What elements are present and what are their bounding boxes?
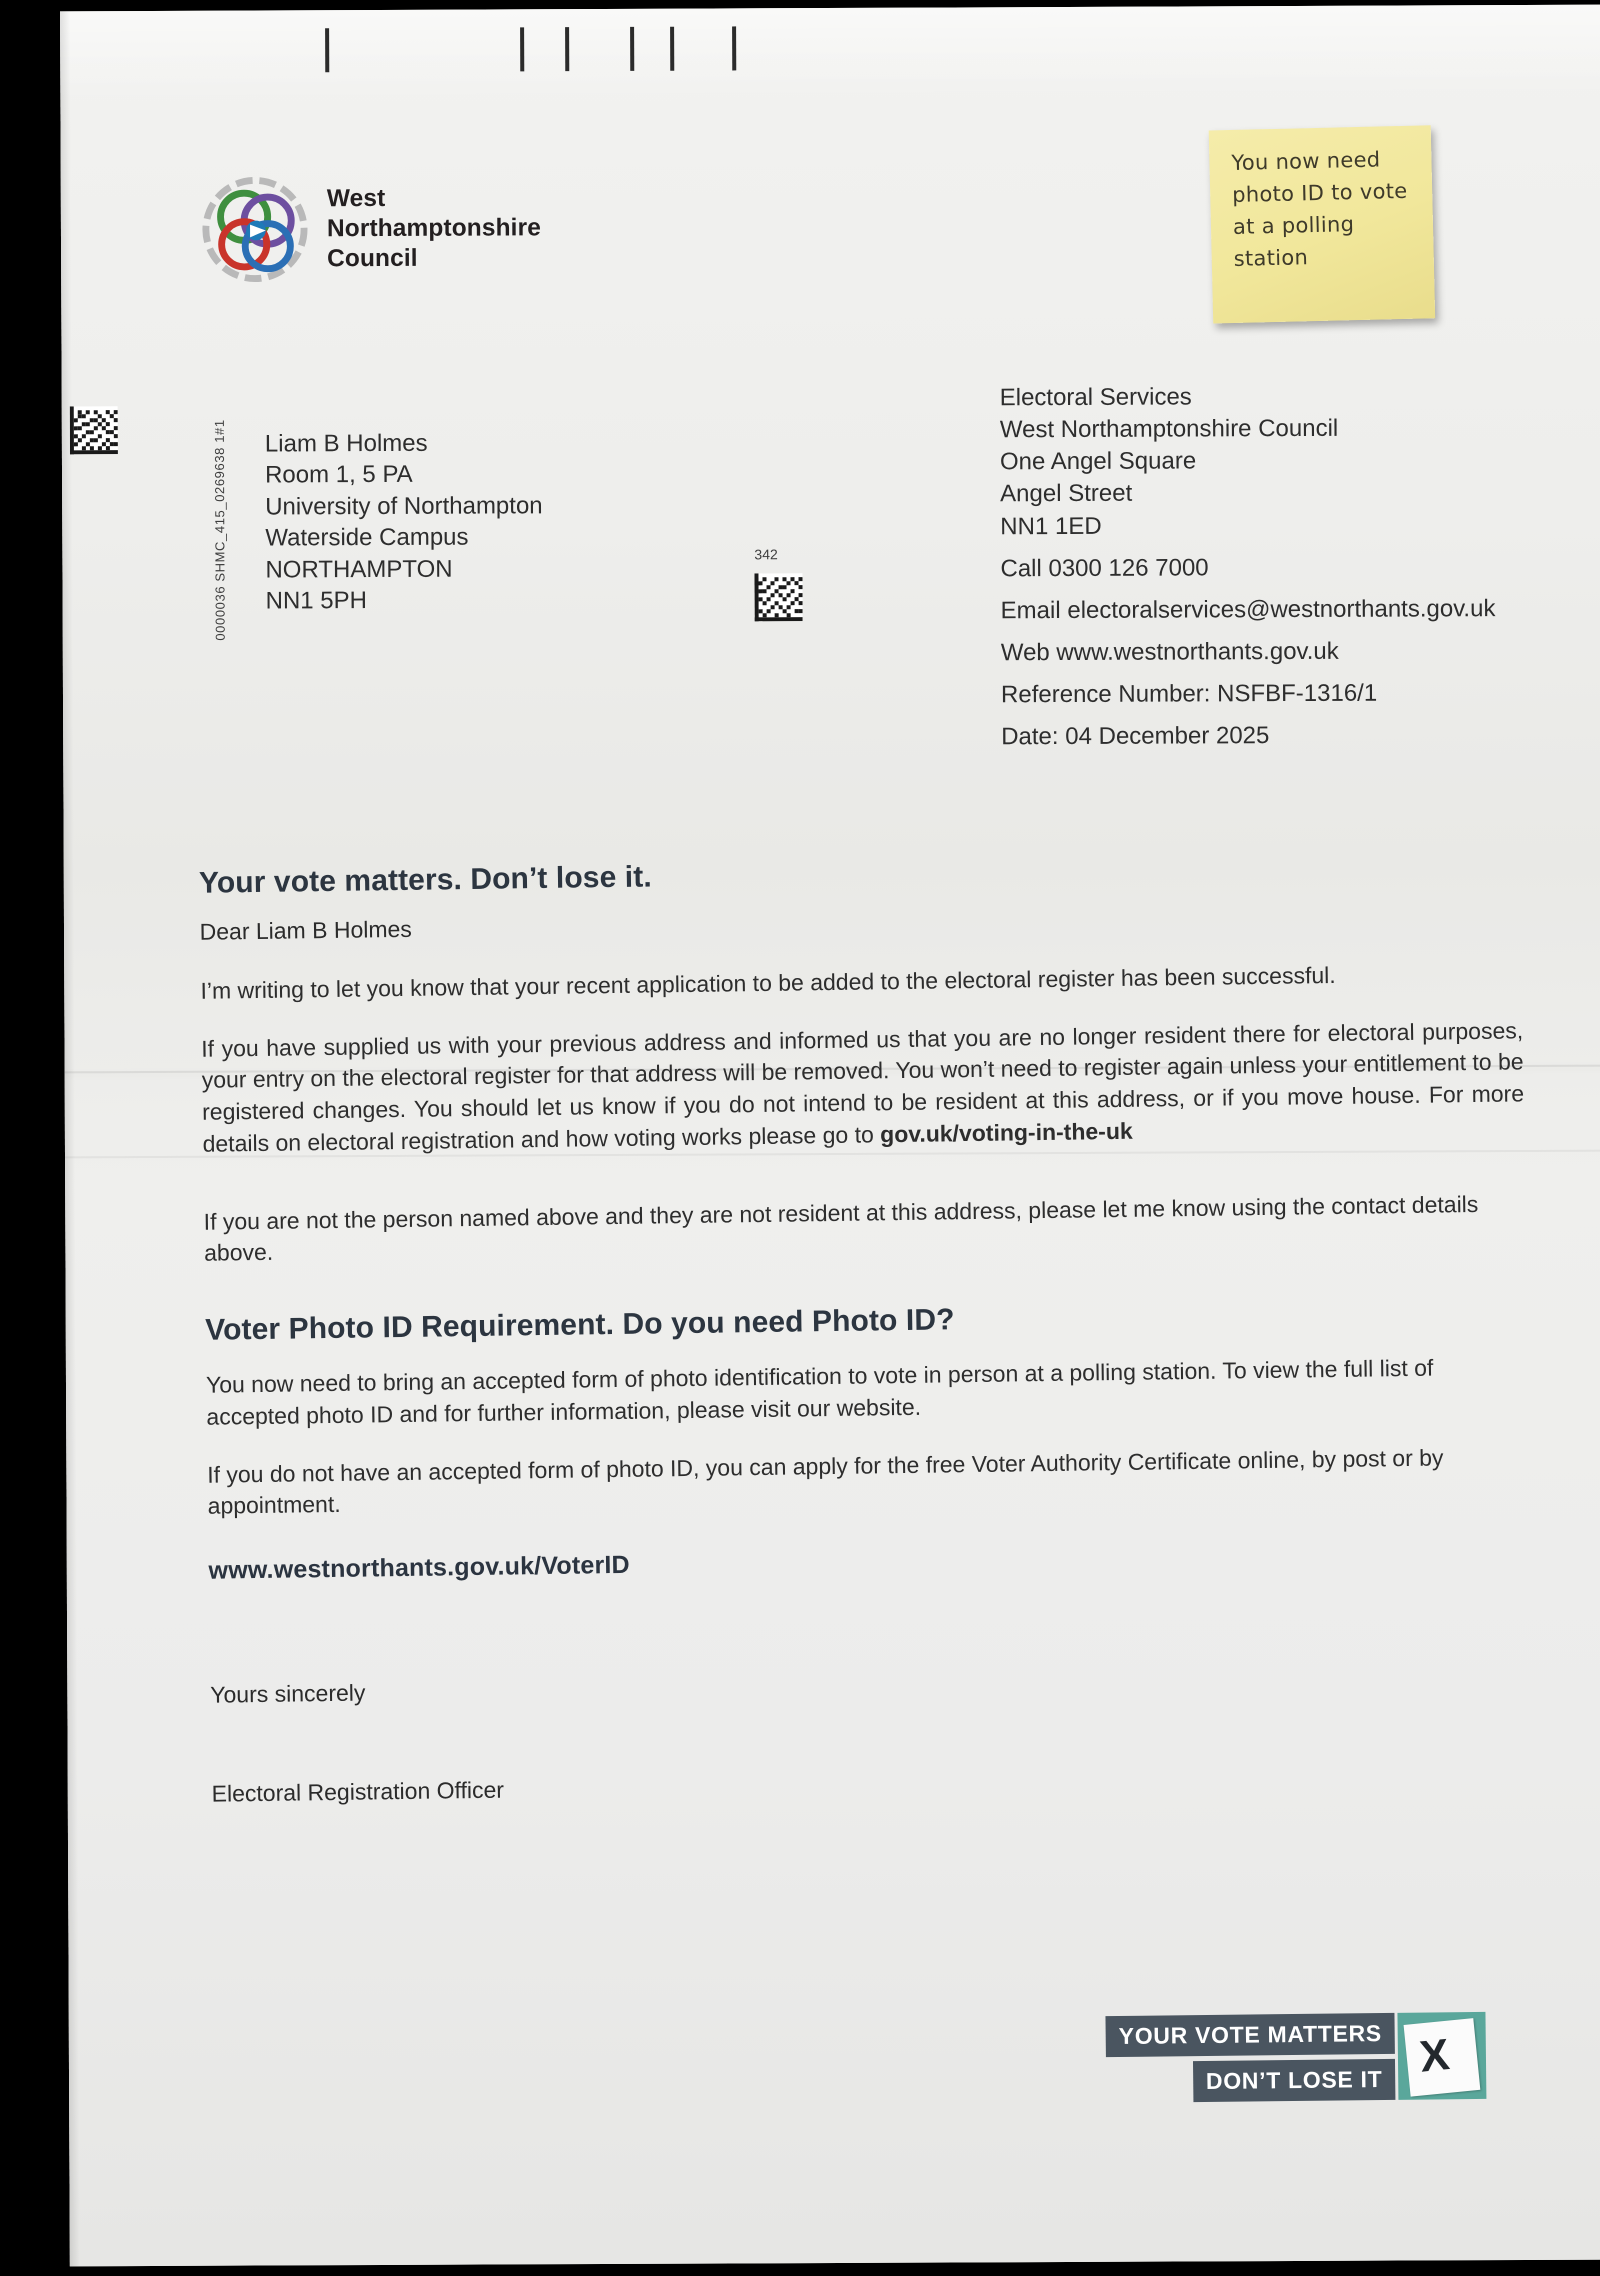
sender-phone: Call 0300 126 7000 <box>1000 554 1209 583</box>
council-rosette-logo-icon <box>201 175 309 283</box>
heading-vote-matters: Your vote matters. Don’t lose it. <box>198 860 652 900</box>
council-name-line: Northamptonshire <box>326 214 541 243</box>
registration-mark <box>732 26 736 70</box>
sticky-note <box>1209 125 1435 323</box>
campaign-badge <box>1105 2012 1486 2103</box>
recipient-line: University of Northampton <box>265 492 543 521</box>
recipient-line: Room 1, 5 PA <box>264 461 413 489</box>
paragraph-voter-authority-certificate: If you do not have an accepted form of photo ID, you can apply for the free Voter Authority Certificate online, by post or by appointment. <box>207 1444 1444 1520</box>
campaign-badge-line-1: YOUR VOTE MATTERS <box>1105 2013 1395 2057</box>
campaign-badge-lines <box>1105 2013 1395 2103</box>
recipient-line: NORTHAMPTON <box>265 555 453 584</box>
sender-line: Angel Street <box>1000 480 1133 508</box>
registration-mark <box>670 27 674 71</box>
sticky-note-text: You now need photo ID to vote at a polling station <box>1231 147 1408 271</box>
sender-line: One Angel Square <box>999 447 1197 476</box>
datamatrix-barcode-icon <box>754 573 802 621</box>
mail-sequence-number: 342 <box>754 546 778 563</box>
paragraph-photo-id-required: You now need to bring an accepted form of photo identification to vote in person at a polling station. To view the full list of accepted photo ID and for further information, please visit our website. <box>205 1354 1434 1430</box>
ballot-cross-mark: X <box>1417 2030 1452 2082</box>
sender-line: West Northamptonshire Council <box>999 414 1339 444</box>
council-logo-block <box>201 174 541 283</box>
sender-web: Web www.westnorthants.gov.uk <box>1000 637 1339 667</box>
sender-email: Email electoralservices@westnorthants.gov.uk <box>1000 595 1496 625</box>
council-name-line: West <box>326 185 386 213</box>
reference-number: Reference Number: NSFBF-1316/1 <box>1000 679 1378 709</box>
paragraph-application-successful: I’m writing to let you know that your recent application to be added to the electoral register has been successful. <box>200 961 1336 1004</box>
registration-mark <box>565 27 569 71</box>
signatory-role: Electoral Registration Officer <box>211 1776 505 1807</box>
council-name <box>327 183 541 274</box>
page-top-shading <box>60 5 1600 102</box>
page-left-edge-shadow <box>60 11 80 2266</box>
recipient-line: NN1 5PH <box>265 587 368 615</box>
campaign-badge-line-2: DON’T LOSE IT <box>1192 2059 1395 2102</box>
recipient-line: Liam B Holmes <box>264 429 428 458</box>
letter-body <box>199 848 1534 1830</box>
heading-voter-photo-id: Voter Photo ID Requirement. Do you need Photo ID? <box>204 1303 955 1347</box>
recipient-line: Waterside Campus <box>265 523 469 552</box>
mailing-reference-code: 0000036 SHMC_415_0269638 1#1 <box>211 419 228 641</box>
letter-page <box>60 5 1600 2267</box>
recipient-address <box>265 427 543 617</box>
registration-mark <box>520 27 524 71</box>
registration-mark <box>325 28 329 72</box>
sender-line: NN1 1ED <box>1000 512 1102 540</box>
link-gov-uk-voting[interactable]: gov.uk/voting-in-the-uk <box>879 1117 1133 1148</box>
sender-line: Electoral Services <box>999 383 1192 412</box>
signoff: Yours sincerely <box>210 1679 366 1708</box>
sender-details <box>1000 380 1496 754</box>
paragraph-previous-address-text: If you have supplied us with your previous address and informed us that you are no longer resident there for electoral purposes, your entry on the electoral register for that address will be removed. You won’t need to register again unless your entitlement to be registered changes. You should let us know if you do not intend to be resident at this address, or if you move house. For more details on electoral registration and how voting works please go to <box>201 1017 1525 1157</box>
council-name-line: Council <box>327 244 418 273</box>
datamatrix-barcode-icon <box>70 406 118 454</box>
link-voter-id[interactable]: www.westnorthants.gov.uk/VoterID <box>208 1550 630 1585</box>
paragraph-not-named-person: If you are not the person named above and they are not resident at this address, please let me know using the contact details above. <box>203 1190 1479 1267</box>
paragraph-previous-address <box>201 1015 1525 1160</box>
letter-date: Date: 04 December 2025 <box>1001 722 1270 751</box>
ballot-paper-icon <box>1397 2012 1486 2100</box>
salutation: Dear Liam B Holmes <box>199 915 412 945</box>
registration-mark <box>630 27 634 71</box>
